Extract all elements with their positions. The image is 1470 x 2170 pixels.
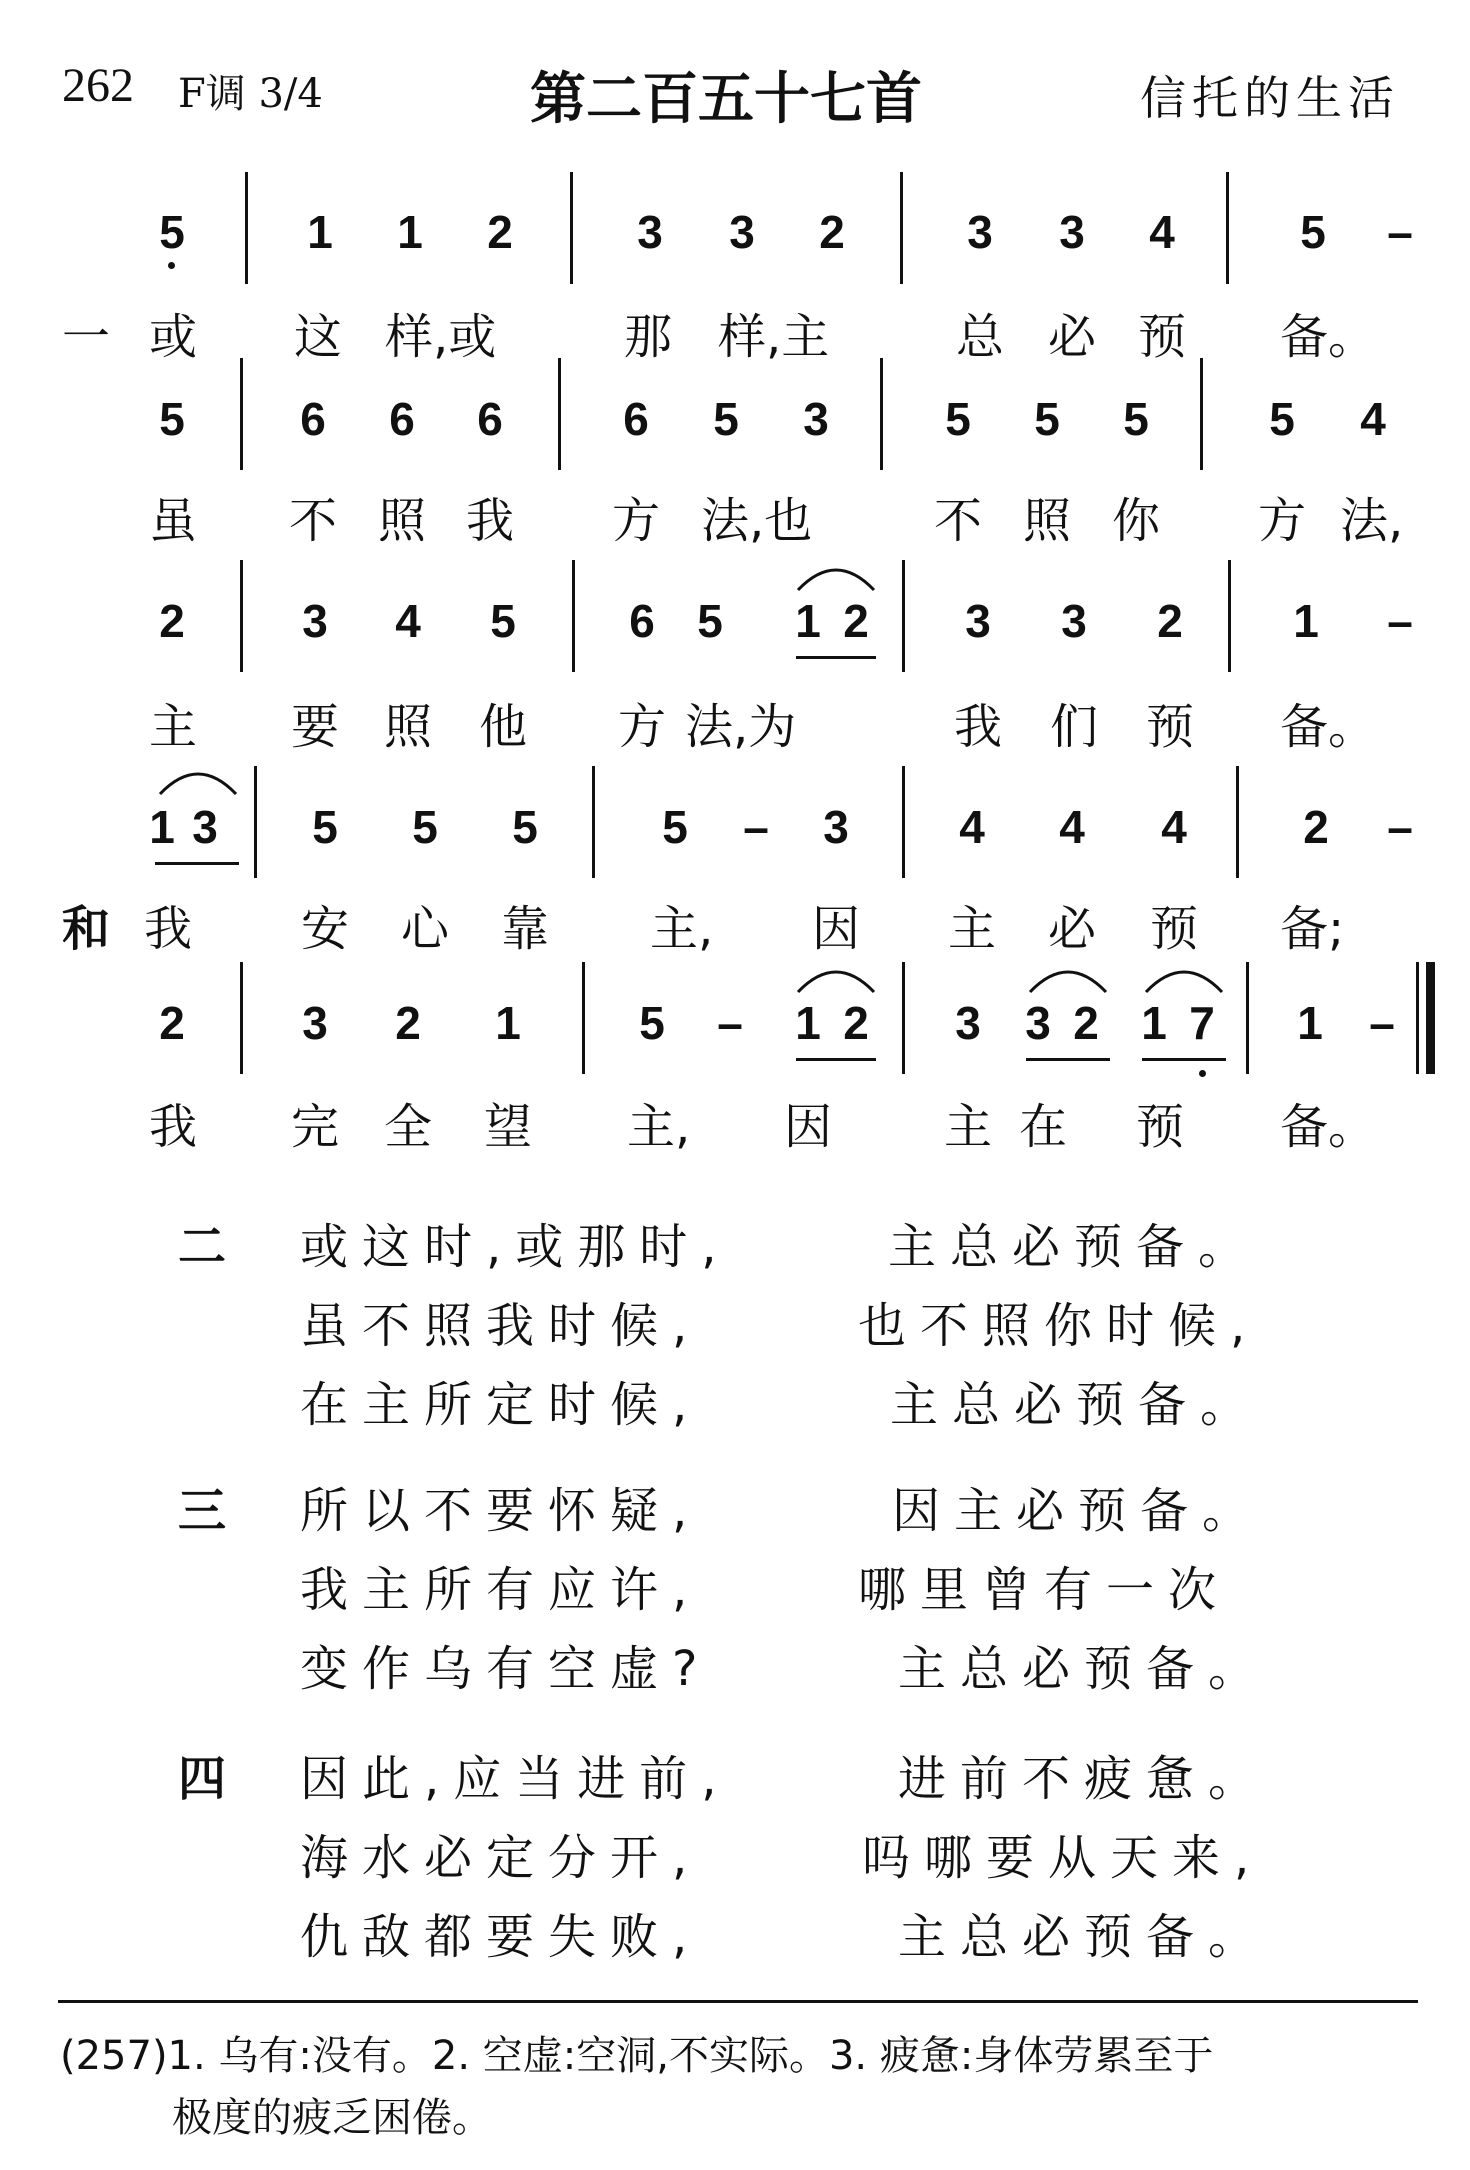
note: 4 — [959, 801, 985, 853]
note: 4 — [395, 595, 421, 647]
barline — [1236, 766, 1239, 878]
low-octave-dot — [168, 262, 175, 269]
note: 2 — [1157, 595, 1183, 647]
final-barline-thin — [1416, 962, 1419, 1074]
lyric: 我 — [465, 493, 514, 549]
verse-label: 一 — [62, 309, 111, 365]
lyric: 样,主 — [718, 309, 830, 365]
lyric: 样,或 — [385, 309, 497, 365]
lyric: 照 — [1022, 493, 1071, 549]
note: 3 — [823, 801, 849, 853]
barline — [240, 962, 243, 1074]
lyric: 法,为 — [685, 699, 797, 755]
note: 1 — [307, 206, 333, 258]
barline — [902, 766, 905, 878]
note: – — [1387, 595, 1413, 647]
lyric: 因 — [811, 901, 860, 957]
hymn-title: 第二百五十七首 — [530, 67, 922, 132]
note: 5 — [1269, 393, 1295, 445]
lyric: 法,也 — [701, 493, 813, 549]
footnote-line-1: (257)1. 乌有:没有。2. 空虚:空洞,不实际。3. 疲惫:身体劳累至于 — [60, 2033, 1214, 2079]
slur — [1028, 964, 1108, 994]
verse-line-left: 虽不照我时候, — [300, 1298, 702, 1354]
note: 5 — [512, 801, 538, 853]
lyric: 预 — [1145, 699, 1194, 755]
hymn-theme: 信托的生活 — [1140, 71, 1400, 125]
lyric: 那 — [623, 309, 672, 365]
barline — [240, 560, 243, 672]
beam-underline — [1026, 1058, 1110, 1061]
lyric: 安 — [300, 901, 349, 957]
lyric: 主, — [650, 901, 714, 957]
lyric: 在 — [1018, 1099, 1067, 1155]
lyric: 主 — [943, 1099, 992, 1155]
barline — [900, 172, 903, 284]
lyric: 心 — [400, 901, 449, 957]
note: 5 — [312, 801, 338, 853]
lyric: 因 — [783, 1099, 832, 1155]
note: 3 — [967, 206, 993, 258]
note: 3 — [637, 206, 663, 258]
verse-line-left: 仇敌都要失败, — [300, 1909, 702, 1965]
lyric: 我 — [143, 901, 192, 957]
note: 2 — [1303, 801, 1329, 853]
verse-number: 二 — [178, 1219, 227, 1275]
final-barline-thick — [1426, 962, 1435, 1074]
barline — [570, 172, 573, 284]
note: 2 — [843, 595, 869, 647]
note: 5 — [1034, 393, 1060, 445]
note: 3 — [302, 595, 328, 647]
note: 2 — [487, 206, 513, 258]
note: 2 — [819, 206, 845, 258]
note: 1 — [795, 595, 821, 647]
footnote-divider — [58, 2000, 1418, 2003]
verse-line-left: 变作乌有空虚? — [300, 1641, 712, 1697]
note: 2 — [159, 595, 185, 647]
note: 5 — [412, 801, 438, 853]
verse-line-left: 或这时,或那时, — [300, 1219, 731, 1275]
note: 1 — [1293, 595, 1319, 647]
lyric: 必 — [1047, 901, 1096, 957]
lyric: 主 — [148, 699, 197, 755]
barline — [592, 766, 595, 878]
note: 2 — [843, 997, 869, 1049]
barline — [1228, 560, 1231, 672]
note: – — [1387, 206, 1413, 258]
lyric: 不 — [933, 493, 982, 549]
barline — [245, 172, 248, 284]
beam-underline — [796, 1058, 876, 1061]
lyric: 方 — [1257, 493, 1306, 549]
note: 5 — [159, 206, 185, 258]
barline — [1200, 358, 1203, 470]
note: 3 — [1025, 997, 1051, 1049]
note: 5 — [713, 393, 739, 445]
lyric: 必 — [1047, 309, 1096, 365]
barline — [558, 358, 561, 470]
lyric: 虽 — [148, 493, 197, 549]
verse-number: 三 — [178, 1483, 227, 1539]
note: 1 — [795, 997, 821, 1049]
verse-number: 四 — [178, 1751, 227, 1807]
lyric: 法, — [1340, 493, 1404, 549]
lyric: 或 — [148, 309, 197, 365]
note: 1 — [149, 801, 175, 853]
slur — [1144, 964, 1224, 994]
lyric: 主, — [627, 1099, 691, 1155]
note: 7 — [1189, 997, 1215, 1049]
lyric: 备; — [1280, 901, 1345, 957]
verse-line-right: 也不照你时候, — [858, 1298, 1260, 1354]
note: 3 — [729, 206, 755, 258]
note: 1 — [1297, 997, 1323, 1049]
beam-underline — [1142, 1058, 1226, 1061]
note: 4 — [1059, 801, 1085, 853]
barline — [254, 766, 257, 878]
lyric: 望 — [483, 1099, 532, 1155]
barline — [880, 358, 883, 470]
beam-underline — [155, 862, 239, 865]
barline — [572, 560, 575, 672]
barline — [902, 962, 905, 1074]
note: 5 — [662, 801, 688, 853]
lyric: 主 — [947, 901, 996, 957]
note: 1 — [397, 206, 423, 258]
note: 1 — [1141, 997, 1167, 1049]
verse-line-right: 进前不疲惫。 — [898, 1751, 1271, 1807]
note: 2 — [1073, 997, 1099, 1049]
footnote-line-2: 极度的疲乏困倦。 — [172, 2095, 492, 2141]
note: 5 — [490, 595, 516, 647]
lyric: 你 — [1111, 493, 1160, 549]
verse-line-left: 所以不要怀疑, — [300, 1483, 702, 1539]
note: 3 — [1059, 206, 1085, 258]
verse-line-right: 哪里曾有一次 — [858, 1562, 1231, 1618]
lyric: 靠 — [500, 901, 549, 957]
lyric: 照 — [377, 493, 426, 549]
note: 3 — [302, 997, 328, 1049]
note: 5 — [639, 997, 665, 1049]
note: 2 — [395, 997, 421, 1049]
lyric: 方 — [611, 493, 660, 549]
barline — [902, 560, 905, 672]
barline — [1226, 172, 1229, 284]
hymn-number: 262 — [62, 59, 134, 112]
lyric: 备。 — [1280, 1099, 1377, 1155]
note: – — [717, 997, 743, 1049]
verse-line-right: 主总必预备。 — [898, 1909, 1271, 1965]
note: 6 — [623, 393, 649, 445]
note: 4 — [1360, 393, 1386, 445]
beam-underline — [796, 656, 876, 659]
lyric: 预 — [1137, 309, 1186, 365]
lyric: 全 — [383, 1099, 432, 1155]
lyric: 照 — [383, 699, 432, 755]
note: 6 — [300, 393, 326, 445]
lyric: 备。 — [1280, 309, 1377, 365]
verse-line-left: 因此,应当进前, — [300, 1751, 731, 1807]
note: 5 — [1300, 206, 1326, 258]
verse-line-right: 主总必预备。 — [890, 1377, 1263, 1433]
refrain-label: 和 — [62, 901, 111, 957]
barline — [240, 358, 243, 470]
slur — [796, 562, 876, 592]
lyric: 他 — [478, 699, 527, 755]
verse-line-left: 我主所有应许, — [300, 1562, 702, 1618]
lyric: 完 — [290, 1099, 339, 1155]
verse-line-right: 因主必预备。 — [892, 1483, 1265, 1539]
note: 1 — [495, 997, 521, 1049]
note: 3 — [192, 801, 218, 853]
note: 5 — [159, 393, 185, 445]
note: 3 — [803, 393, 829, 445]
verse-line-left: 海水必定分开, — [300, 1830, 702, 1886]
verse-line-right: 吗哪要从天来, — [862, 1830, 1264, 1886]
lyric: 总 — [955, 309, 1004, 365]
verse-line-right: 主总必预备。 — [898, 1641, 1271, 1697]
lyric: 备。 — [1280, 699, 1377, 755]
note: 2 — [159, 997, 185, 1049]
note: 3 — [955, 997, 981, 1049]
note: 3 — [965, 595, 991, 647]
note: 6 — [629, 595, 655, 647]
key-signature: F调 3/4 — [178, 71, 323, 117]
note: – — [1369, 997, 1395, 1049]
lyric: 们 — [1049, 699, 1098, 755]
lyric: 这 — [293, 309, 342, 365]
slur — [796, 964, 876, 994]
note: 4 — [1161, 801, 1187, 853]
slur — [158, 766, 238, 796]
lyric: 我 — [148, 1099, 197, 1155]
note: 6 — [477, 393, 503, 445]
low-octave-dot — [1199, 1070, 1206, 1077]
barline — [1246, 962, 1249, 1074]
note: 3 — [1061, 595, 1087, 647]
barline — [582, 962, 585, 1074]
note: – — [1387, 801, 1413, 853]
lyric: 要 — [290, 699, 339, 755]
lyric: 方 — [617, 699, 666, 755]
lyric: 预 — [1135, 1099, 1184, 1155]
verse-line-right: 主总必预备。 — [888, 1219, 1261, 1275]
note: 5 — [1123, 393, 1149, 445]
note: 5 — [945, 393, 971, 445]
note: – — [743, 801, 769, 853]
note: 6 — [389, 393, 415, 445]
lyric: 不 — [288, 493, 337, 549]
verse-line-left: 在主所定时候, — [300, 1377, 702, 1433]
lyric: 预 — [1149, 901, 1198, 957]
note: 4 — [1149, 206, 1175, 258]
note: 5 — [697, 595, 723, 647]
lyric: 我 — [953, 699, 1002, 755]
